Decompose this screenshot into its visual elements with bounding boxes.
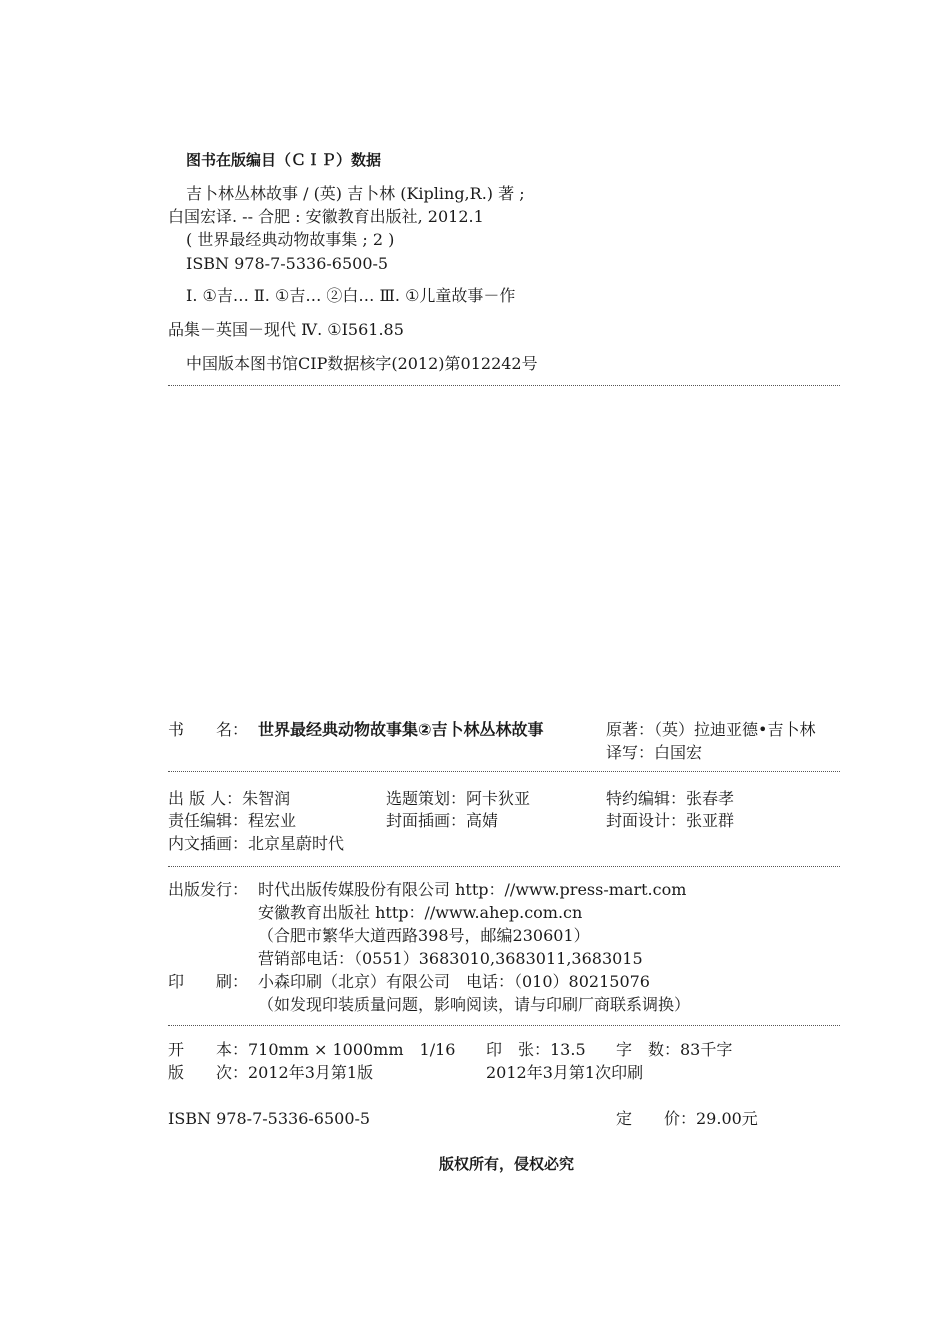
issue-label: 出版发行： bbox=[168, 880, 249, 899]
spec-printing: 2012年3月第1次印刷 bbox=[486, 1063, 644, 1082]
spec-sheets: 印 张：13.5 bbox=[486, 1040, 586, 1059]
divider-publishing bbox=[168, 1025, 840, 1026]
cip-classification-2: 品集－英国－现代 Ⅳ. ①I561.85 bbox=[168, 320, 404, 339]
staff-cover-design: 封面设计：张亚群 bbox=[606, 811, 735, 830]
spec-format: 开 本：710mm × 1000mm 1/16 bbox=[168, 1040, 456, 1059]
issue-press: 安徽教育出版社 http：//www.ahep.com.cn bbox=[258, 903, 583, 922]
staff-publisher: 出 版 人：朱智润 bbox=[168, 789, 291, 808]
issue-company: 时代出版传媒股份有限公司 http：//www.press-mart.com bbox=[258, 880, 687, 899]
cip-title: 图书在版编目（ＣＩＰ）数据 bbox=[186, 151, 382, 169]
cip-line-title-author: 吉卜林丛林故事 / (英) 吉卜林 (Kipling,R.) 著 ; bbox=[186, 184, 525, 203]
book-author: 原著：（英）拉迪亚德•吉卜林 bbox=[606, 720, 816, 739]
cip-isbn: ISBN 978-7-5336-6500-5 bbox=[186, 254, 389, 273]
divider-book-name bbox=[168, 771, 840, 772]
staff-cover-illustration: 封面插画：高婧 bbox=[386, 811, 499, 830]
staff-planner: 选题策划：阿卡狄亚 bbox=[386, 789, 531, 808]
spec-words: 字 数：83千字 bbox=[616, 1040, 733, 1059]
copyright-notice: 版权所有，侵权必究 bbox=[439, 1155, 575, 1173]
printer-info: 小森印刷（北京）有限公司 电话：（010）80215076 bbox=[258, 972, 650, 991]
divider-staff bbox=[168, 866, 840, 867]
cip-classification-1: Ⅰ. ①吉… Ⅱ. ①吉… ②白… Ⅲ. ①儿童故事－作 bbox=[186, 286, 516, 305]
print-label: 印 刷： bbox=[168, 972, 249, 991]
print-notice: （如发现印装质量问题，影响阅读，请与印刷厂商联系调换） bbox=[258, 995, 691, 1014]
book-name-label: 书 名： bbox=[168, 720, 249, 739]
staff-special-editor: 特约编辑：张春孝 bbox=[606, 789, 735, 808]
footer-price: 定 价：29.00元 bbox=[616, 1109, 758, 1128]
issue-address: （合肥市繁华大道西路398号，邮编230601） bbox=[258, 926, 590, 945]
issue-marketing-phone: 营销部电话：（0551）3683010,3683011,3683015 bbox=[258, 949, 643, 968]
staff-inner-illustration: 内文插画：北京星蔚时代 bbox=[168, 834, 345, 853]
cip-line-series: ( 世界最经典动物故事集 ; 2 ) bbox=[186, 230, 395, 249]
book-translator: 译写：白国宏 bbox=[606, 743, 703, 762]
staff-chief-editor: 责任编辑：程宏业 bbox=[168, 811, 297, 830]
footer-isbn: ISBN 978-7-5336-6500-5 bbox=[168, 1109, 371, 1128]
divider-cip bbox=[168, 385, 840, 386]
cip-record-number: 中国版本图书馆CIP数据核字(2012)第012242号 bbox=[186, 354, 538, 373]
spec-edition: 版 次：2012年3月第1版 bbox=[168, 1063, 374, 1082]
book-name-value: 世界最经典动物故事集②吉卜林丛林故事 bbox=[258, 720, 544, 739]
cip-line-translator-publisher: 白国宏译. -- 合肥 : 安徽教育出版社, 2012.1 bbox=[168, 207, 484, 226]
